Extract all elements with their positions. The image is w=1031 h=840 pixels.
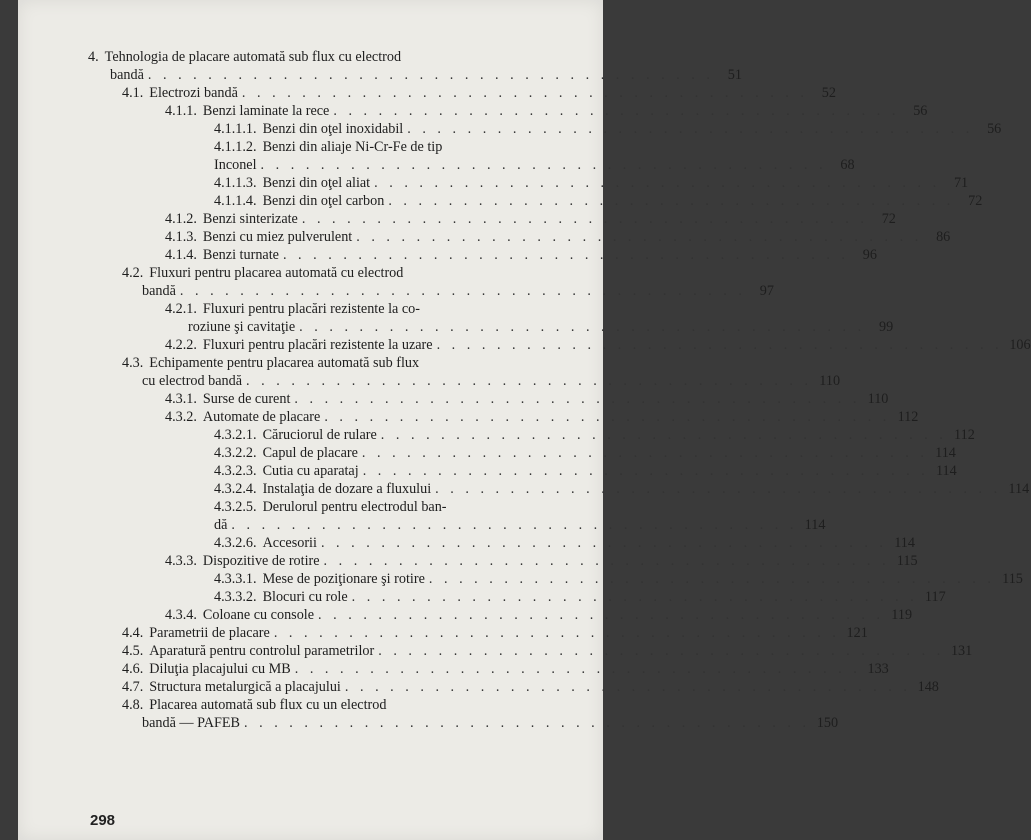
toc-page-number: 71 — [953, 175, 969, 191]
toc-section-number: 4.1.1. — [165, 103, 197, 119]
toc-line — [88, 48, 558, 66]
toc-section-number: 4.3. — [122, 355, 144, 371]
toc-title: Placarea automată sub flux cu un electrod — [149, 697, 387, 713]
toc-line — [88, 588, 946, 606]
toc-section-number: 4.3.2. — [165, 409, 197, 425]
leader-dots: . . . . . . . . . . . . . . . . . . . . . . . . . . . . . . . . . . . . . . — [333, 103, 900, 119]
toc-line — [88, 174, 969, 192]
toc-title: Benzi turnate — [202, 247, 279, 263]
toc-line — [88, 120, 1002, 138]
leader-dots: . . . . . . . . . . . . . . . . . . . . . . . . . . . . . . . . . . . . . . — [323, 553, 890, 569]
leader-dots: . . . . . . . . . . . . . . . . . . . . . . . . . . . . . . . . . . . . . . — [318, 607, 885, 623]
toc-entry — [88, 390, 889, 408]
toc-page-number: 131 — [950, 643, 973, 659]
toc-entry — [88, 336, 1031, 354]
leader-dots: . . . . . . . . . . . . . . . . . . . . . . . . . . . . . . . . . . . . . . — [362, 463, 929, 479]
toc-page-number: 97 — [759, 283, 774, 299]
toc-section-number: 4.8. — [122, 697, 144, 713]
toc-title: Tehnologia de placare automată sub flux cu electrod — [104, 49, 402, 65]
toc-line — [88, 498, 558, 516]
toc-entry — [88, 408, 919, 426]
leader-dots: . . . . . . . . . . . . . . . . . . . . . . . . . . . . . . . . . . . . . . — [324, 409, 891, 425]
toc-section-number: 4.4. — [122, 625, 144, 641]
toc-line — [88, 390, 889, 408]
toc-entry — [88, 120, 1002, 138]
toc-line — [88, 570, 1023, 588]
toc-title-continuation: Inconel — [214, 157, 257, 173]
leader-dots: . . . . . . . . . . . . . . . . . . . . . . . . . . . . . . . . . . . . . . — [407, 121, 974, 137]
toc-line — [88, 354, 558, 372]
toc-line-continuation — [88, 714, 839, 732]
toc-title: Benzi laminate la rece — [202, 103, 330, 119]
toc-section-number: 4.1.1.3. — [214, 175, 257, 191]
toc-entry — [88, 444, 956, 462]
leader-dots: . . . . . . . . . . . . . . . . . . . . . . . . . . . . . . . . . . . . . . — [299, 319, 866, 335]
toc-line — [88, 642, 973, 660]
toc-title: Benzi din aliaje Ni-Cr-Fe de tip — [262, 139, 443, 155]
leader-dots: . . . . . . . . . . . . . . . . . . . . . . . . . . . . . . . . . . . . . . — [294, 661, 861, 677]
toc-line — [88, 264, 558, 282]
toc-line — [88, 228, 951, 246]
leader-dots: . . . . . . . . . . . . . . . . . . . . . . . . . . . . . . . . . . . . . . — [374, 175, 941, 191]
toc-line — [88, 624, 868, 642]
toc-entry — [88, 138, 855, 174]
toc-line — [88, 300, 558, 318]
toc-line-continuation — [88, 282, 774, 300]
toc-entry — [88, 642, 973, 660]
toc-title: Fluxuri pentru placări rezistente la uzare — [202, 337, 433, 353]
toc-section-number: 4.3.2.3. — [214, 463, 257, 479]
toc-entry — [88, 588, 946, 606]
book-page — [18, 0, 1031, 840]
toc-title: Diluţia placajului cu MB — [149, 661, 291, 677]
toc-title-continuation: roziune şi cavitaţie — [188, 319, 296, 335]
toc-entry — [88, 192, 983, 210]
toc-line — [88, 336, 1031, 354]
toc-line — [88, 102, 928, 120]
toc-entry — [88, 84, 836, 102]
toc-section-number: 4.1.1.4. — [214, 193, 257, 209]
toc-page-number: 72 — [968, 193, 983, 209]
leader-dots: . . . . . . . . . . . . . . . . . . . . . . . . . . . . . . . . . . . . . . — [320, 535, 887, 551]
toc-title: Dispozitive de rotire — [202, 553, 320, 569]
toc-title: Structura metalurgică a placajului — [149, 679, 341, 695]
toc-title: Automate de placare — [202, 409, 321, 425]
leader-dots: . . . . . . . . . . . . . . . . . . . . . . . . . . . . . . . . . . . . . . — [179, 283, 746, 299]
toc-section-number: 4.3.2.1. — [214, 427, 257, 443]
toc-section-number: 4.1.1.2. — [214, 139, 257, 155]
toc-section-number: 4.3.1. — [165, 391, 197, 407]
leader-dots: . . . . . . . . . . . . . . . . . . . . . . . . . . . . . . . . . . . . . . — [147, 67, 714, 83]
toc-section-number: 4.1.4. — [165, 247, 197, 263]
toc-page-number: 115 — [896, 553, 918, 569]
table-of-contents — [88, 48, 1031, 732]
toc-section-number: 4.1.2. — [165, 211, 197, 227]
toc-line — [88, 660, 889, 678]
toc-entry — [88, 210, 896, 228]
toc-page-number: 114 — [894, 535, 915, 551]
toc-page-number: 117 — [924, 589, 946, 605]
toc-page-number: 52 — [821, 85, 836, 101]
toc-line — [88, 696, 558, 714]
toc-entry — [88, 246, 877, 264]
toc-line — [88, 138, 558, 156]
toc-line — [88, 210, 896, 228]
toc-page-number: 99 — [878, 319, 894, 335]
toc-title: Căruciorul de rulare — [262, 427, 377, 443]
toc-section-number: 4.6. — [122, 661, 144, 677]
toc-line — [88, 678, 939, 696]
toc-line — [88, 534, 915, 552]
toc-page-number: 148 — [917, 679, 939, 695]
toc-line-continuation — [88, 516, 826, 534]
toc-page-number: 110 — [819, 373, 841, 389]
toc-title: Instalaţia de dozare a fluxului — [262, 481, 432, 497]
toc-entry — [88, 498, 826, 534]
leader-dots: . . . . . . . . . . . . . . . . . . . . . . . . . . . . . . . . . . . . . . — [356, 229, 923, 245]
toc-entry — [88, 624, 868, 642]
toc-line — [88, 444, 956, 462]
toc-entry — [88, 102, 928, 120]
toc-title: Benzi din oţel inoxidabil — [262, 121, 404, 137]
toc-entry — [88, 354, 841, 390]
toc-page-number: 119 — [891, 607, 913, 623]
toc-line — [88, 606, 913, 624]
toc-page-number: 150 — [816, 715, 839, 731]
toc-page-number: 110 — [867, 391, 889, 407]
leader-dots: . . . . . . . . . . . . . . . . . . . . . . . . . . . . . . . . . . . . . . — [380, 427, 947, 443]
leader-dots: . . . . . . . . . . . . . . . . . . . . . . . . . . . . . . . . . . . . . . — [351, 589, 918, 605]
toc-page-number: 112 — [954, 427, 975, 443]
leader-dots: . . . . . . . . . . . . . . . . . . . . . . . . . . . . . . . . . . . . . . — [388, 193, 955, 209]
toc-title: Blocuri cu role — [262, 589, 348, 605]
leader-dots: . . . . . . . . . . . . . . . . . . . . . . . . . . . . . . . . . . . . . . — [273, 625, 840, 641]
toc-entry — [88, 696, 839, 732]
toc-entry — [88, 264, 774, 300]
toc-section-number: 4.5. — [122, 643, 144, 659]
toc-line — [88, 84, 836, 102]
toc-entry — [88, 660, 889, 678]
toc-title: Derulorul pentru electrodul ban- — [262, 499, 447, 515]
toc-section-number: 4.2. — [122, 265, 144, 281]
leader-dots: . . . . . . . . . . . . . . . . . . . . . . . . . . . . . . . . . . . . . . — [361, 445, 928, 461]
toc-entry — [88, 480, 1030, 498]
toc-page-number: 133 — [867, 661, 889, 677]
toc-title: Mese de poziţionare şi rotire — [262, 571, 425, 587]
toc-entry — [88, 552, 918, 570]
toc-title: Benzi din oţel carbon — [262, 193, 385, 209]
toc-title: Benzi din oţel aliat — [262, 175, 371, 191]
toc-title-continuation: bandă — [110, 67, 144, 83]
toc-title-continuation: bandă — [142, 283, 176, 299]
toc-title-continuation: dă — [214, 517, 228, 533]
toc-title: Aparatură pentru controlul parametrilor — [149, 643, 375, 659]
leader-dots: . . . . . . . . . . . . . . . . . . . . . . . . . . . . . . . . . . . . . . — [378, 643, 945, 659]
leader-dots: . . . . . . . . . . . . . . . . . . . . . . . . . . . . . . . . . . . . . . — [282, 247, 849, 263]
toc-line — [88, 246, 877, 264]
toc-page-number: 86 — [936, 229, 951, 245]
toc-entry — [88, 606, 913, 624]
toc-line — [88, 462, 957, 480]
toc-title: Echipamente pentru placarea automată sub flux — [149, 355, 420, 371]
toc-entry — [88, 174, 969, 192]
toc-section-number: 4.1.3. — [165, 229, 197, 245]
toc-title: Capul de placare — [262, 445, 358, 461]
toc-title: Electrozi bandă — [149, 85, 238, 101]
toc-line-continuation — [88, 156, 855, 174]
toc-section-number: 4.1. — [122, 85, 144, 101]
toc-line-continuation — [88, 66, 742, 84]
toc-title: Benzi sinterizate — [202, 211, 298, 227]
toc-section-number: 4.1.1.1. — [214, 121, 257, 137]
toc-entry — [88, 678, 939, 696]
toc-page-number: 121 — [846, 625, 868, 641]
toc-section-number: 4.2.2. — [165, 337, 197, 353]
toc-title: Parametrii de placare — [149, 625, 270, 641]
toc-entry — [88, 534, 915, 552]
leader-dots: . . . . . . . . . . . . . . . . . . . . . . . . . . . . . . . . . . . . . . — [436, 337, 1003, 353]
toc-line — [88, 408, 919, 426]
leader-dots: . . . . . . . . . . . . . . . . . . . . . . . . . . . . . . . . . . . . . . — [294, 391, 861, 407]
toc-section-number: 4.3.3. — [165, 553, 197, 569]
toc-line — [88, 552, 918, 570]
toc-page-number: 114 — [1008, 481, 1030, 497]
leader-dots: . . . . . . . . . . . . . . . . . . . . . . . . . . . . . . . . . . . . . . — [260, 157, 827, 173]
toc-title: Coloane cu console — [202, 607, 315, 623]
toc-page-number: 56 — [913, 103, 928, 119]
toc-line-continuation — [88, 372, 841, 390]
toc-section-number: 4.2.1. — [165, 301, 197, 317]
toc-page-number: 56 — [987, 121, 1002, 137]
toc-page-number: 51 — [727, 67, 742, 83]
toc-title: Fluxuri pentru placări rezistente la co- — [202, 301, 420, 317]
toc-title: Fluxuri pentru placarea automată cu electrod — [149, 265, 404, 281]
toc-title: Cutia cu aparataj — [262, 463, 359, 479]
toc-section-number: 4.3.3.1. — [214, 571, 257, 587]
toc-page-number: 112 — [897, 409, 919, 425]
toc-title: Benzi cu miez pulverulent — [202, 229, 353, 245]
toc-page-number: 115 — [1002, 571, 1023, 587]
leader-dots: . . . . . . . . . . . . . . . . . . . . . . . . . . . . . . . . . . . . . . — [301, 211, 868, 227]
toc-entry — [88, 426, 975, 444]
toc-title-continuation: cu electrod bandă — [142, 373, 243, 389]
toc-line-continuation — [88, 318, 894, 336]
toc-title: Accesorii — [262, 535, 317, 551]
toc-section-number: 4.3.2.6. — [214, 535, 257, 551]
toc-section-number: 4.3.2.5. — [214, 499, 257, 515]
toc-section-number: 4.7. — [122, 679, 144, 695]
toc-section-number: 4. — [88, 49, 99, 65]
toc-entry — [88, 48, 742, 84]
toc-entry — [88, 462, 957, 480]
toc-page-number: 96 — [862, 247, 877, 263]
toc-section-number: 4.3.4. — [165, 607, 197, 623]
toc-line — [88, 480, 1030, 498]
toc-entry — [88, 228, 951, 246]
toc-page-number: 114 — [935, 445, 956, 461]
toc-page-number: 114 — [804, 517, 826, 533]
toc-title-continuation: bandă — PAFEB — [142, 715, 241, 731]
leader-dots: . . . . . . . . . . . . . . . . . . . . . . . . . . . . . . . . . . . . . . — [241, 85, 808, 101]
toc-section-number: 4.3.2.2. — [214, 445, 257, 461]
toc-page-number: 114 — [935, 463, 957, 479]
toc-title: Surse de curent — [202, 391, 291, 407]
leader-dots: . . . . . . . . . . . . . . . . . . . . . . . . . . . . . . . . . . . . . . — [344, 679, 911, 695]
leader-dots: . . . . . . . . . . . . . . . . . . . . . . . . . . . . . . . . . . . . . . — [231, 517, 798, 533]
leader-dots: . . . . . . . . . . . . . . . . . . . . . . . . . . . . . . . . . . . . . . — [428, 571, 995, 587]
toc-page-number: 106 — [1009, 337, 1031, 353]
leader-dots: . . . . . . . . . . . . . . . . . . . . . . . . . . . . . . . . . . . . . . — [244, 715, 811, 731]
leader-dots: . . . . . . . . . . . . . . . . . . . . . . . . . . . . . . . . . . . . . . — [246, 373, 813, 389]
toc-section-number: 4.3.2.4. — [214, 481, 257, 497]
toc-line — [88, 426, 975, 444]
toc-section-number: 4.3.3.2. — [214, 589, 257, 605]
leader-dots: . . . . . . . . . . . . . . . . . . . . . . . . . . . . . . . . . . . . . . — [435, 481, 1002, 497]
toc-line — [88, 192, 983, 210]
page-number: 298 — [90, 812, 116, 829]
toc-page-number: 68 — [840, 157, 855, 173]
toc-page-number: 72 — [881, 211, 896, 227]
toc-entry — [88, 300, 894, 336]
toc-entry — [88, 570, 1023, 588]
